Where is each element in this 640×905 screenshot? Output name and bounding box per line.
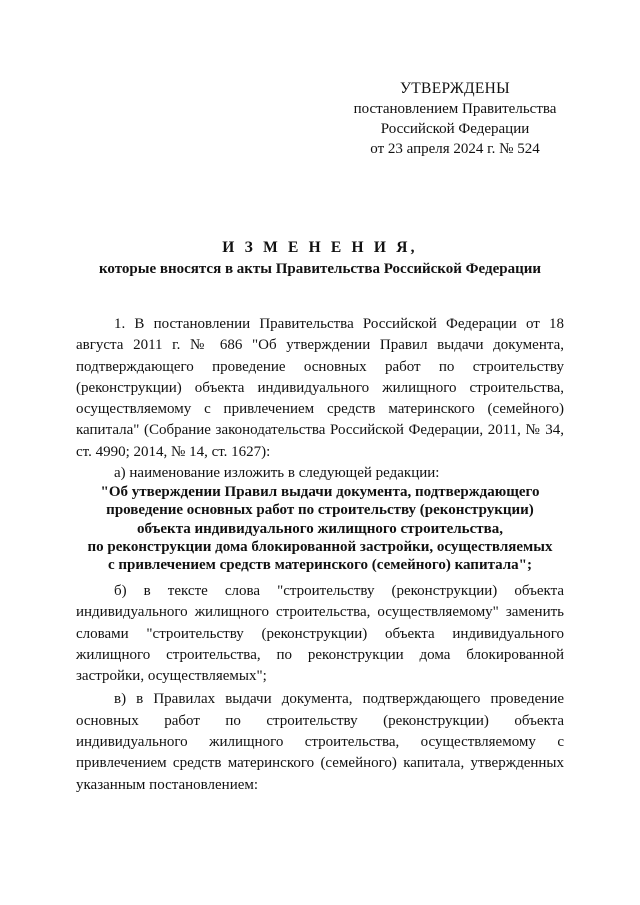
item-b: б) в тексте слова "строительству (реконструкции) объекта индивидуального жилищного строительства, осуществляемому" заменить словами "строительству (реконструкции) объекта индивидуального жилищного строительства, по реконструкции дома блокированной застройки, осуществляемых"; — [76, 583, 564, 685]
approval-line: Российской Федерации — [380, 121, 530, 137]
item-a: а) наименование изложить в следующей редакции: — [114, 465, 440, 482]
approval-date: от 23 апреля 2024 г. № 524 — [370, 141, 540, 157]
section-2 — [76, 581, 564, 798]
quote-line: "Об утверждении Правил выдачи документа, подтверждающего — [100, 484, 540, 500]
quote-line: с привлечением средств материнского (семейного) капитала"; — [107, 557, 533, 574]
section-1 — [76, 314, 564, 484]
document-title: И З М Е Н Е Н И Я, — [222, 239, 418, 256]
approval-stamp — [340, 79, 570, 159]
quoted-new-title — [76, 483, 564, 574]
quote-line: объекта индивидуального жилищного строительства, — [137, 520, 503, 537]
quote-line: по реконструкции дома блокированной застройки, осуществляемых — [87, 538, 553, 555]
document-subtitle: которые вносятся в акты Правительства Российской Федерации — [98, 261, 542, 277]
quote-line: проведение основных работ по строительству (реконструкции) — [106, 502, 534, 519]
item-c: в) в Правилах выдачи документа, подтверждающего проведение основных работ по строительству (реконструкции) объекта индивидуального жилищного строительства, осуществляемому с привлечением средств материнского (семейного) капитала, утвержденных указанным постановлением: — [76, 691, 564, 793]
approval-line: постановлением Правительства — [353, 101, 557, 117]
paragraph-1: 1. В постановлении Правительства Российской Федерации от 18 августа 2011 г. № 686 "Об утверждении Правил выдачи документа, подтверждающего проведение основных работ по строительству (реконструкции) объекта индивидуального жилищного строительства, осуществляемому с привлечением средств материнского (семейного) капитала" (Собрание законодательства Российской Федерации, 2011, № 34, ст. 4990; 2014, № 14, ст. 1627): — [76, 316, 564, 460]
approval-heading: УТВЕРЖДЕНЫ — [400, 80, 510, 97]
